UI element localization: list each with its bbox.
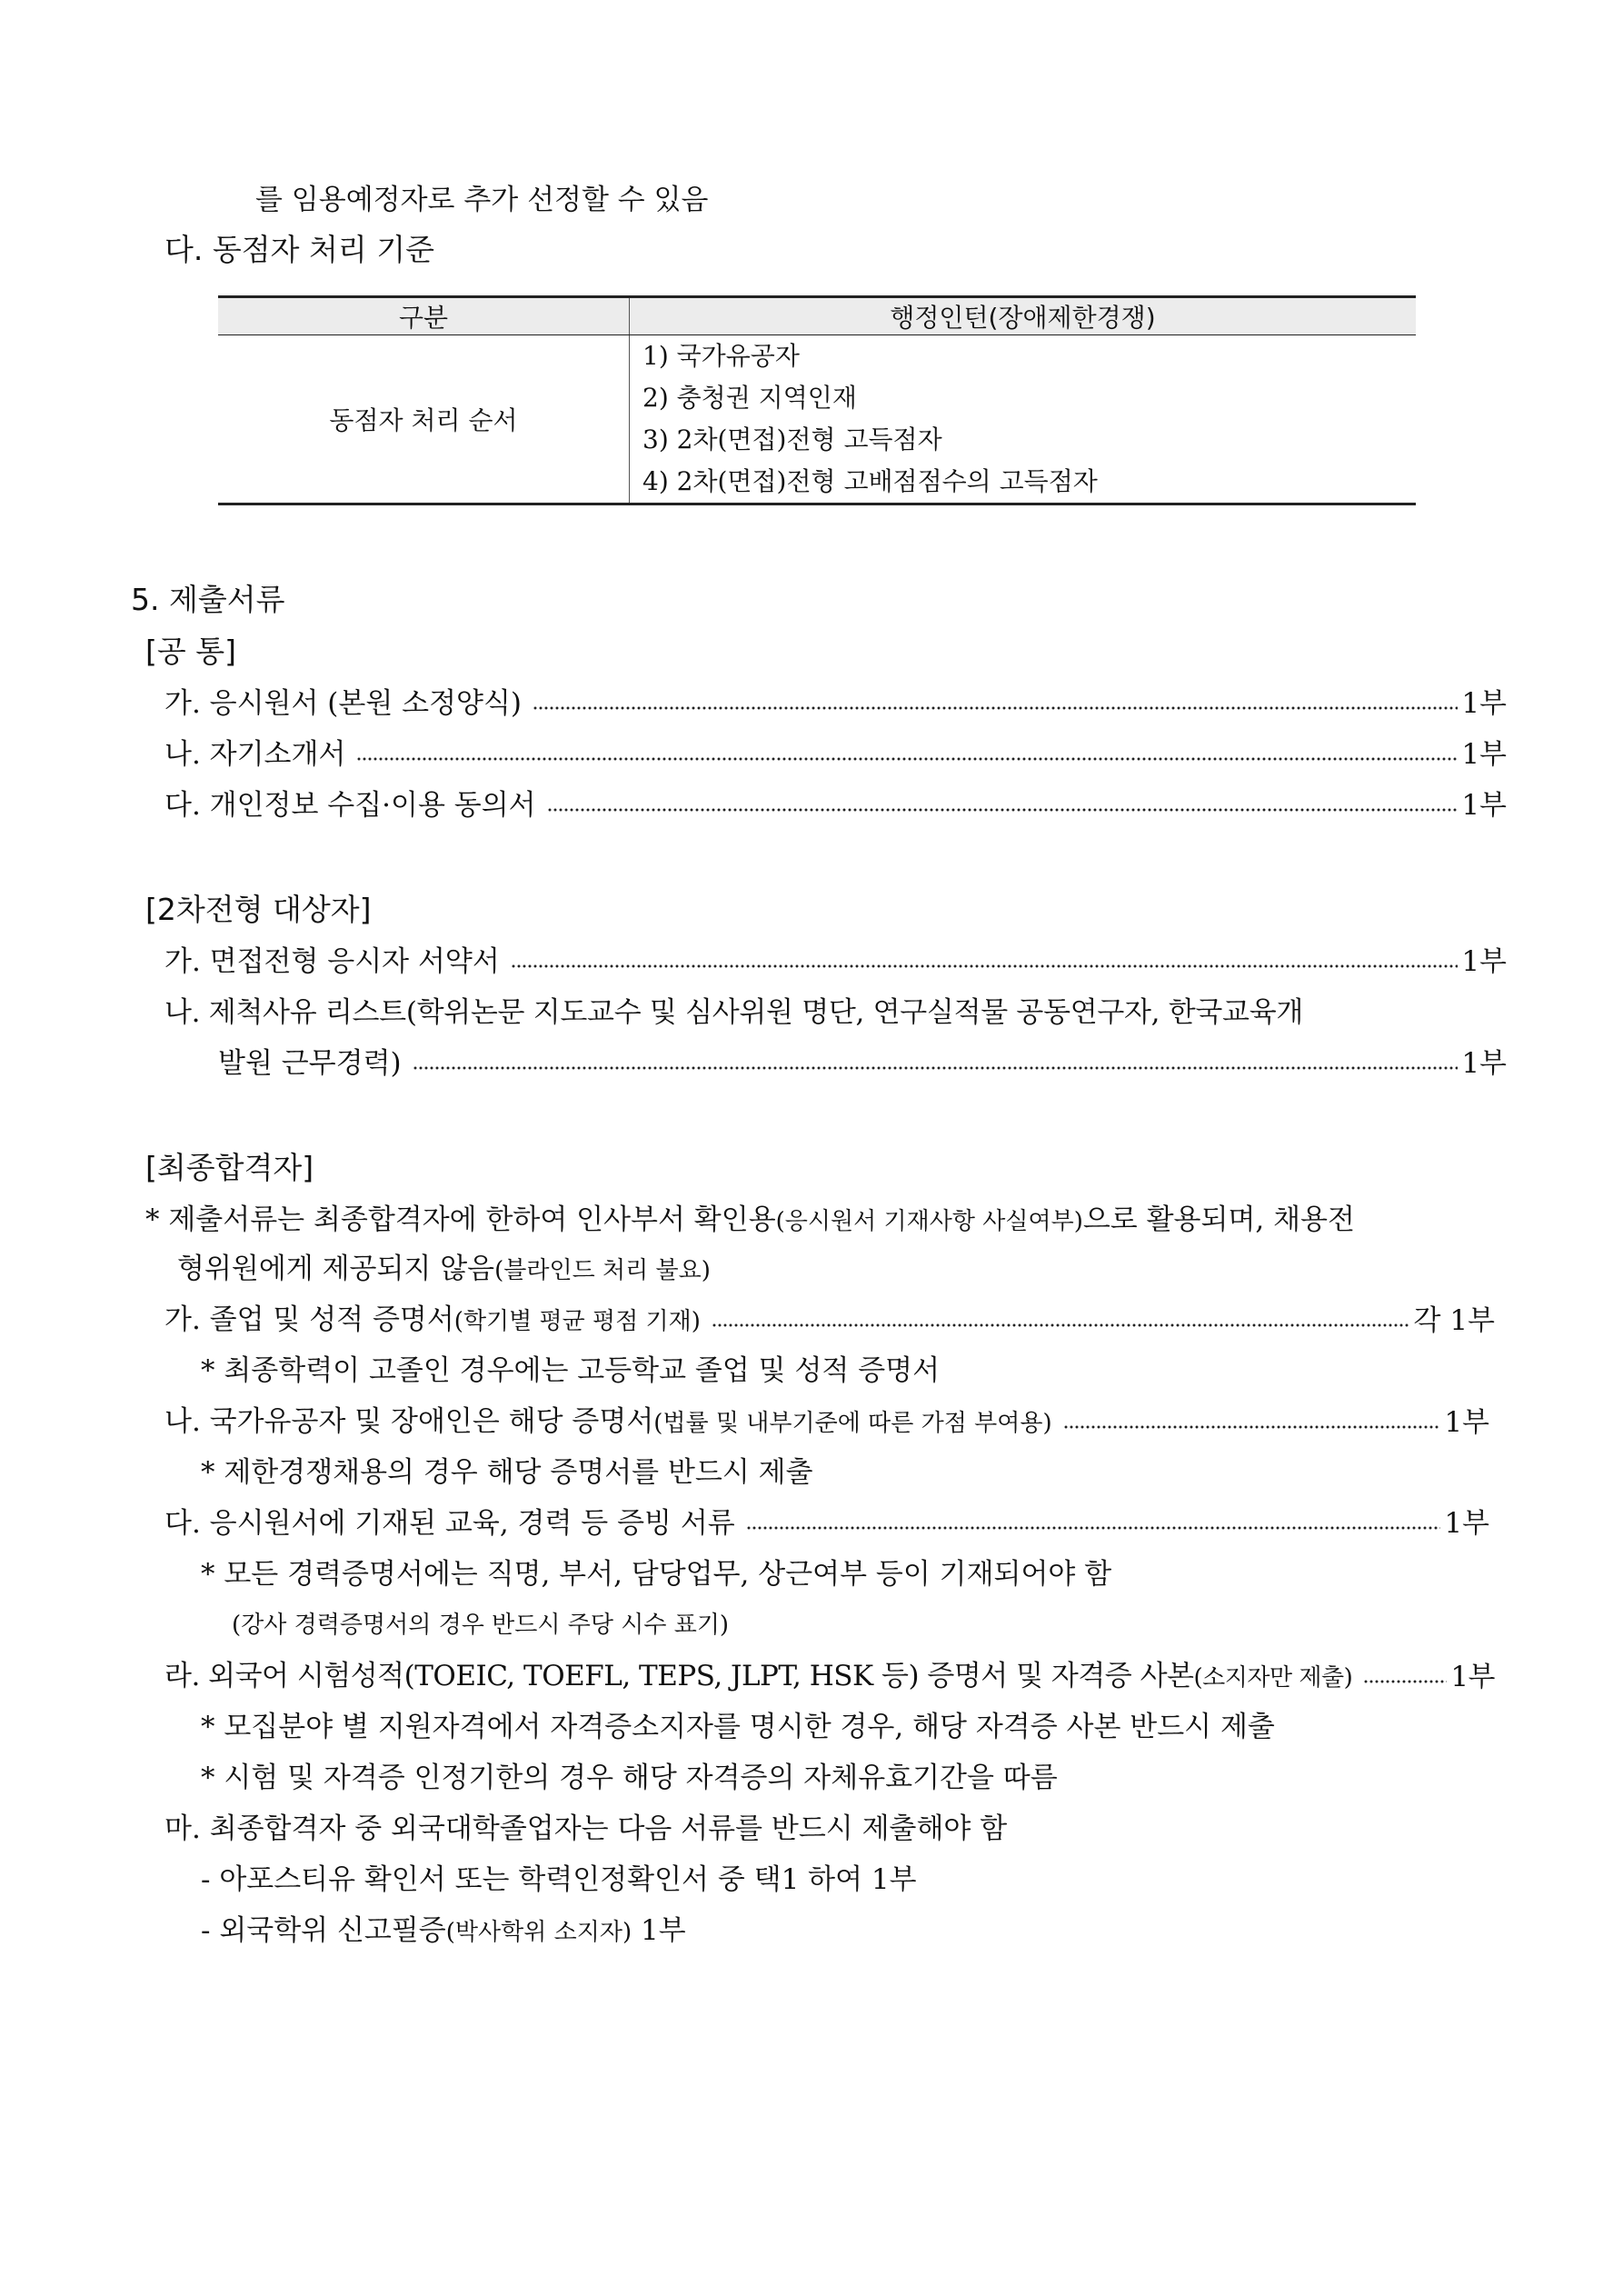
doc-label: 나. 자기소개서 — [164, 738, 346, 771]
list-item — [164, 787, 1507, 824]
tie-rule-item: 3) 2차(면접)전형 고득점자 — [642, 424, 942, 454]
dot-leader — [511, 963, 1459, 970]
item-text-end: 1부 — [632, 1914, 686, 1947]
tie-rule-item: 2) 충청권 지역인재 — [642, 383, 857, 413]
final-passers-title: [최종합격자] — [145, 1150, 314, 1185]
list-item — [164, 1403, 1489, 1442]
dot-leader — [413, 1064, 1459, 1072]
table-header-category: 구분 — [218, 297, 630, 335]
common-docs-title: [공 통] — [145, 634, 236, 669]
doc-label — [164, 1302, 701, 1340]
dot-leader — [1063, 1423, 1441, 1431]
list-item — [218, 1045, 1507, 1082]
license-note: * 모집분야 별 지원자격에서 자격증소지자를 명시한 경우, 해당 자격증 사본 반드시 제출 — [201, 1711, 1275, 1743]
list-item — [164, 1505, 1489, 1542]
table-row — [218, 335, 1416, 504]
validity-note: * 시험 및 자격증 인정기한의 경우 해당 자격증의 자체유효기간을 따름 — [201, 1762, 1058, 1794]
table-header-position: 행정인턴(장애제한경쟁) — [630, 297, 1417, 335]
lecturer-note: (강사 경력증명서의 경우 반드시 주당 시수 표기) — [232, 1612, 730, 1639]
doc-label-small: (소지자만 제출) — [1193, 1664, 1353, 1692]
doc-label-text: 가. 졸업 및 성적 증명서 — [164, 1303, 454, 1336]
doc-label-small: (법률 및 내부기준에 따른 가점 부여용) — [653, 1410, 1052, 1437]
dot-leader — [1363, 1678, 1447, 1685]
doc-label — [164, 1403, 1052, 1442]
note-text: 형위원에게 제공되지 않음 — [177, 1253, 495, 1285]
item-text: - 외국학위 신고필증 — [201, 1914, 446, 1947]
doc-label — [164, 1658, 1352, 1696]
note-text-end: 으로 활용되며, 채용전 — [1082, 1203, 1355, 1236]
doc-amount: 1부 — [1461, 789, 1507, 822]
doc-label: 다. 응시원서에 기재된 교육, 경력 등 증빙 서류 — [164, 1507, 735, 1540]
note-small: (블라인드 처리 불요) — [494, 1257, 711, 1284]
doc-amount: 1부 — [1461, 945, 1507, 978]
dot-leader — [356, 755, 1458, 763]
doc-label-text: 라. 외국어 시험성적(TOEIC, TOEFL, TEPS, JLPT, HSK 등) 증명서 및 자격증 사본 — [164, 1660, 1194, 1692]
final-note-line1 — [145, 1202, 1507, 1240]
dot-leader — [712, 1322, 1410, 1329]
doc-amount: 1부 — [1461, 1047, 1507, 1080]
foreign-degree-item — [201, 1912, 686, 1951]
final-note-line2 — [177, 1251, 711, 1289]
dot-leader — [547, 806, 1459, 814]
list-item — [164, 1658, 1495, 1696]
apostille-item: - 아포스티유 확인서 또는 학력인정확인서 중 택1 하여 1부 — [201, 1863, 917, 1896]
second-stage-title: [2차전형 대상자] — [145, 892, 372, 927]
docs-section-heading: 5. 제출서류 — [131, 582, 285, 617]
doc-label-text: 나. 국가유공자 및 장애인은 해당 증명서 — [164, 1405, 654, 1438]
note-small: (응시원서 기재사항 사실여부) — [775, 1208, 1083, 1235]
doc-amount: 1부 — [1461, 687, 1507, 720]
foreign-grad-item: 마. 최종합격자 중 외국대학졸업자는 다음 서류를 반드시 제출해야 함 — [164, 1812, 1008, 1845]
tie-break-table — [218, 295, 1416, 505]
note-text: * 제출서류는 최종합격자에 한하여 인사부서 확인용 — [145, 1203, 776, 1236]
list-item — [164, 1302, 1495, 1340]
doc-label-small: (학기별 평균 평점 기재) — [453, 1308, 701, 1335]
exclusion-list-line1: 나. 제척사유 리스트(학위논문 지도교수 및 심사위원 명단, 연구실적물 공동연구자, 한국교육개 — [164, 996, 1303, 1029]
career-note: * 모든 경력증명서에는 직명, 부서, 담당업무, 상근여부 등이 기재되어야 함 — [201, 1558, 1112, 1591]
list-item — [164, 736, 1507, 773]
tie-section-heading: 다. 동점자 처리 기준 — [164, 232, 434, 267]
item-small: (박사학위 소지자) — [445, 1919, 632, 1946]
doc-label: 가. 면접전형 응시자 서약서 — [164, 945, 500, 978]
table-header-row — [218, 297, 1416, 335]
doc-amount: 1부 — [1461, 738, 1507, 771]
graduation-note: * 최종학력이 고졸인 경우에는 고등학교 졸업 및 성적 증명서 — [201, 1354, 941, 1387]
table-row-label: 동점자 처리 순서 — [218, 335, 630, 504]
dot-leader — [746, 1524, 1441, 1532]
table-row-items — [630, 335, 1417, 504]
dot-leader — [533, 704, 1458, 712]
tie-rule-item: 4) 2차(면접)전형 고배점점수의 고득점자 — [642, 466, 1098, 496]
doc-label: 다. 개인정보 수집·이용 동의서 — [164, 789, 536, 822]
doc-label: 발원 근무경력) — [218, 1047, 402, 1080]
doc-label: 가. 응시원서 (본원 소정양식) — [164, 687, 523, 720]
restricted-note: * 제한경쟁채용의 경우 해당 증명서를 반드시 제출 — [201, 1456, 813, 1489]
intro-line: 를 임용예정자로 추가 선정할 수 있음 — [255, 184, 709, 216]
tie-rule-item: 1) 국가유공자 — [642, 341, 800, 371]
list-item — [164, 685, 1507, 722]
doc-amount: 1부 — [1450, 1661, 1495, 1693]
doc-amount: 1부 — [1444, 1507, 1489, 1540]
list-item — [164, 943, 1507, 980]
doc-amount: 각 1부 — [1413, 1304, 1495, 1337]
doc-amount: 1부 — [1444, 1406, 1489, 1439]
